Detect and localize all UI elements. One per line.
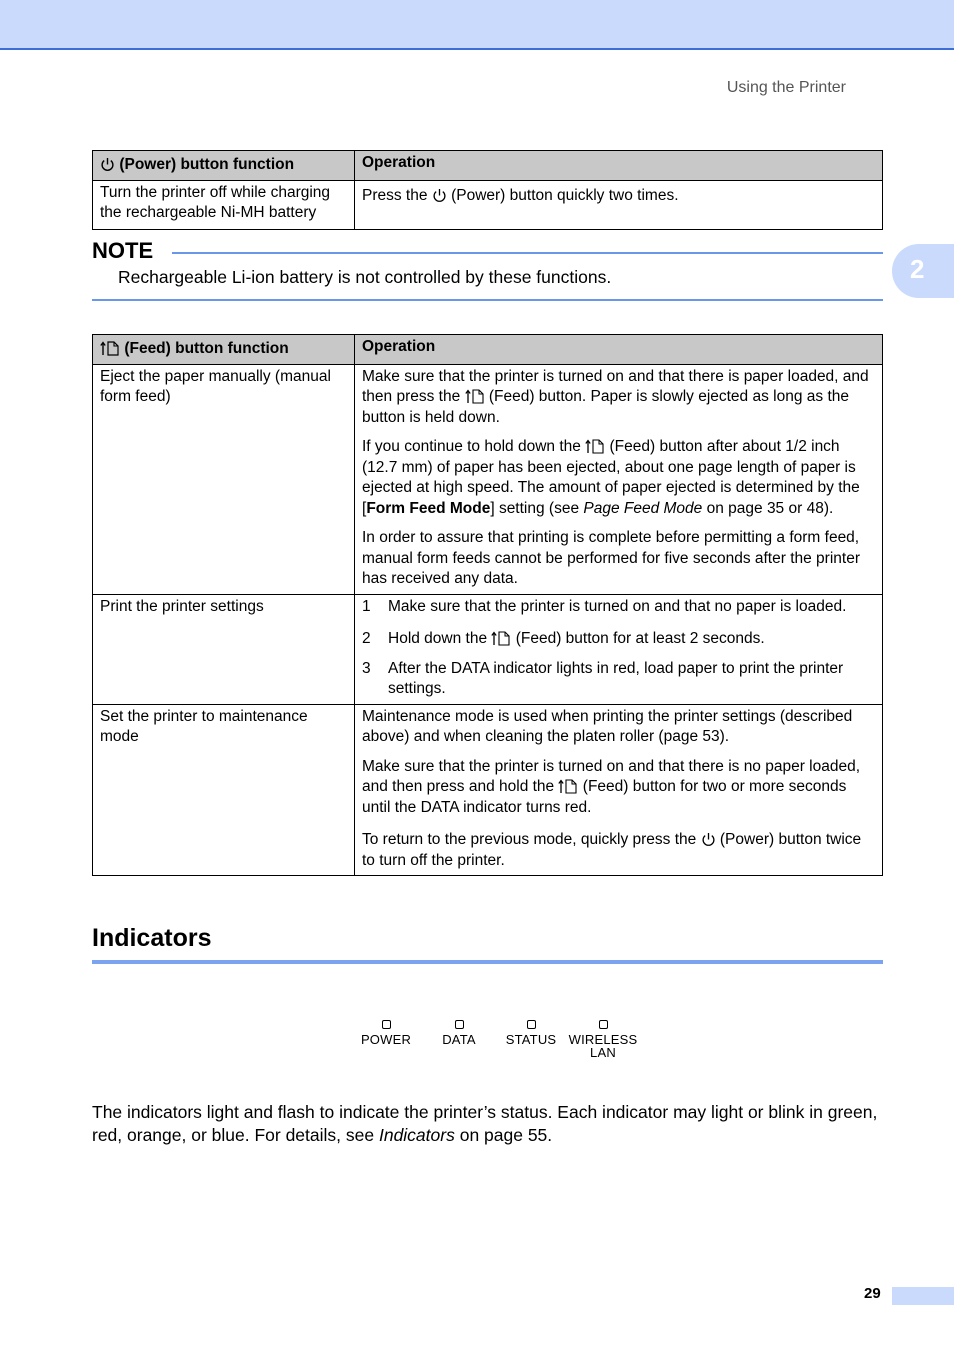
table-row <box>93 704 883 876</box>
note-divider-bottom <box>92 299 883 301</box>
led-icon <box>382 1020 391 1029</box>
table-row <box>93 594 883 704</box>
page-number: 29 <box>864 1285 881 1302</box>
table-header-operation: Operation <box>355 335 883 365</box>
indicators-description: The indicators light and flash to indicate the printer’s status. Each indicator may light or blink in green, red, orange, or blue. For details, see Indicators on page 55. <box>92 1102 878 1145</box>
section-divider <box>92 960 883 964</box>
note-divider-top <box>172 252 883 254</box>
feed-button-table <box>92 334 883 876</box>
power-button-table <box>92 150 883 230</box>
table-header-row <box>93 335 883 365</box>
operation-cell <box>355 704 883 876</box>
operation-cell: Press the (Power) button quickly two times. <box>355 180 883 229</box>
function-cell: Eject the paper manually (manual form feed) <box>93 364 355 594</box>
table-header-function: (Power) button function <box>93 151 355 181</box>
running-header: Using the Printer <box>726 79 846 96</box>
note-title: NOTE <box>92 238 154 263</box>
feed-icon <box>491 630 511 646</box>
table-header-function: (Feed) button function <box>93 335 355 365</box>
feed-icon <box>100 340 120 356</box>
led-icon <box>455 1020 464 1029</box>
chapter-number: 2 <box>910 254 925 284</box>
power-icon <box>701 832 716 847</box>
operation-cell <box>355 594 883 704</box>
led-icon <box>599 1020 608 1029</box>
top-banner <box>0 0 954 50</box>
indicator-status: STATUS <box>501 1020 561 1046</box>
operation-paragraph: Make sure that the printer is turned on and that there is paper loaded, and then press the (Feed) button. Paper is slowly ejected as long as the button is held down. <box>362 367 869 426</box>
indicator-power: POWER <box>358 1020 414 1046</box>
operation-paragraph: Maintenance mode is used when printing the printer settings (described above) and when cleaning the platen roller (page 53). <box>362 707 853 745</box>
page-tab <box>892 1287 954 1305</box>
feed-icon <box>558 778 578 794</box>
section-heading: Indicators <box>92 924 212 952</box>
list-item: 2 Hold down the (Feed) button for at least 2 seconds. <box>362 630 765 647</box>
indicator-wireless-lan: WIRELESS LAN <box>563 1020 643 1059</box>
power-icon <box>432 188 447 203</box>
table-header-operation: Operation <box>355 151 883 181</box>
operation-cell <box>355 364 883 594</box>
operation-paragraph: To return to the previous mode, quickly press the (Power) button twice to turn off the printer. <box>362 831 862 869</box>
function-cell: Turn the printer off while charging the rechargeable Ni-MH battery <box>93 180 355 229</box>
operation-paragraph: If you continue to hold down the (Feed) button after about 1/2 inch (12.7 mm) of paper has been ejected, about one page length of paper is ejected at high speed. The amount of paper ejected is determined by the [Form Feed Mode] setting (see Page Feed Mode on page 35 or 48). <box>362 438 860 517</box>
table-row <box>93 364 883 594</box>
operation-paragraph: Make sure that the printer is turned on and that there is no paper loaded, and then press and hold the (Feed) button for two or more seconds until the DATA indicator turns red. <box>362 757 861 816</box>
indicator-data: DATA <box>435 1020 483 1046</box>
table-row <box>93 180 883 229</box>
list-item: 3 After the DATA indicator lights in red, load paper to print the printer settings. <box>362 659 844 697</box>
function-cell: Print the printer settings <box>93 594 355 704</box>
indicator-panel <box>355 1020 655 1070</box>
list-item: 1 Make sure that the printer is turned on and that no paper is loaded. <box>362 597 847 615</box>
feed-icon <box>585 438 605 454</box>
note-text: Rechargeable Li-ion battery is not controlled by these functions. <box>118 267 612 287</box>
power-icon <box>100 157 115 172</box>
function-cell: Set the printer to maintenance mode <box>93 704 355 876</box>
chapter-tab <box>892 244 954 298</box>
feed-icon <box>465 388 485 404</box>
table-header-row <box>93 151 883 181</box>
led-icon <box>527 1020 536 1029</box>
operation-paragraph: In order to assure that printing is complete before permitting a form feed, manual form feeds cannot be performed for five seconds after the printer has received any data. <box>362 529 860 587</box>
